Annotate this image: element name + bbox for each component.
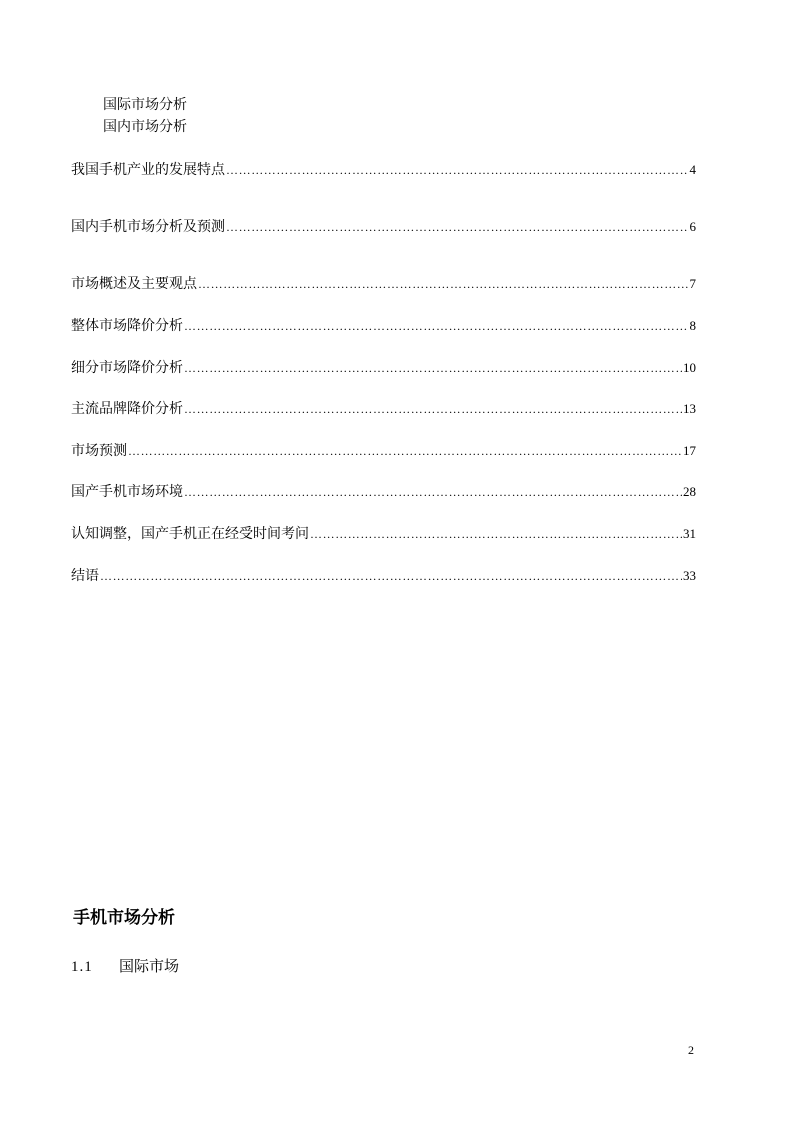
toc-row xyxy=(71,218,696,236)
toc-row xyxy=(71,442,696,460)
toc-row xyxy=(71,483,696,501)
toc-row xyxy=(71,359,696,377)
toc-page: 13 xyxy=(683,401,696,416)
toc-label: 市场预测 xyxy=(71,443,127,459)
toc-label: 认知调整，国产手机正在经受时间考问 xyxy=(71,526,309,542)
toc-page: 31 xyxy=(683,526,696,541)
toc-leader xyxy=(100,567,682,585)
toc-label: 整体市场降价分析 xyxy=(71,318,183,334)
toc-page: 8 xyxy=(689,318,696,333)
toc-leader xyxy=(310,525,682,543)
page-number: 2 xyxy=(688,1043,694,1057)
toc-page: 28 xyxy=(683,484,696,499)
toc-label: 国产手机市场环境 xyxy=(71,484,183,500)
toc-leader xyxy=(184,359,682,377)
toc-row xyxy=(71,400,696,418)
toc-page: 4 xyxy=(689,162,696,177)
toc-leader xyxy=(198,275,689,293)
toc-leader xyxy=(226,161,689,179)
toc-label: 国内手机市场分析及预测 xyxy=(71,219,225,235)
toc-leader xyxy=(184,317,689,335)
toc-label: 主流品牌降价分析 xyxy=(71,401,183,417)
section-heading: 手机市场分析 xyxy=(73,908,175,928)
toc-leader xyxy=(184,400,682,418)
toc-label: 结语 xyxy=(71,568,99,584)
toc-row xyxy=(71,161,696,179)
toc-row xyxy=(71,525,696,543)
subsection-number: 1.1 xyxy=(71,959,93,975)
toc-leader xyxy=(226,218,689,236)
toc-page: 7 xyxy=(689,276,696,291)
subsection-title: 国际市场 xyxy=(119,957,180,975)
toc-label: 细分市场降价分析 xyxy=(71,360,183,376)
toc-page: 6 xyxy=(689,219,696,234)
toc-row xyxy=(71,567,696,585)
subsection-heading xyxy=(71,956,179,977)
toc-row xyxy=(71,275,696,293)
toc-row xyxy=(71,317,696,335)
toc-page: 33 xyxy=(683,568,696,583)
toc-page: 17 xyxy=(683,443,696,458)
intro-line-1: 国际市场分析 xyxy=(103,97,187,113)
toc-label: 我国手机产业的发展特点 xyxy=(71,162,225,178)
intro-line-2: 国内市场分析 xyxy=(103,119,187,135)
toc-leader xyxy=(128,442,682,460)
toc-leader xyxy=(184,483,682,501)
toc-label: 市场概述及主要观点 xyxy=(71,276,197,292)
toc-page: 10 xyxy=(683,360,696,375)
